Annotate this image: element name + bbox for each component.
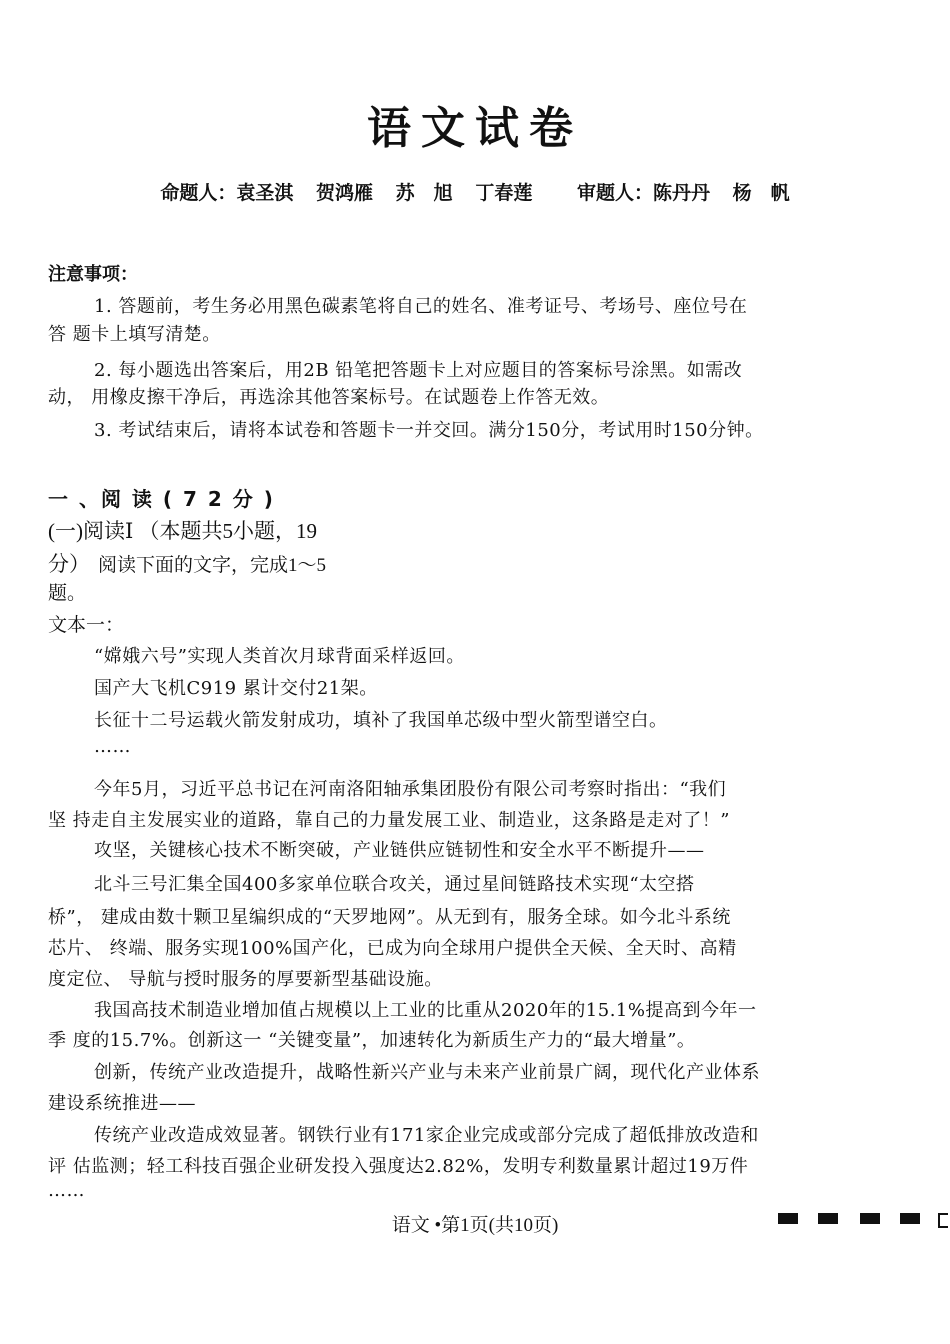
body-line: 季 度的15.7%。创新这一 “关键变量”，加速转化为新质生产力的“最大增量”。	[48, 1030, 696, 1051]
scan-mark	[860, 1213, 880, 1224]
body-line: ……	[48, 1180, 85, 1201]
scan-mark	[818, 1213, 838, 1224]
body-line: 桥”， 建成由数十颗卫星编织成的“天罗地网”。从无到有，服务全球。如今北斗系统	[48, 907, 731, 928]
body-line: 国产大飞机C919 累计交付21架。	[94, 678, 378, 699]
setter-name: 袁圣淇	[236, 182, 294, 204]
scan-mark	[778, 1213, 798, 1224]
text-label: 文本一：	[48, 615, 125, 636]
scan-mark	[900, 1213, 920, 1224]
notice-line: 1. 答题前，考生务必用黑色碳素笔将自己的姓名、准考证号、考场号、座位号在	[94, 296, 748, 317]
section-heading: 一 、阅 读 ( 7 2 分 )	[48, 487, 275, 511]
notice-line: 3. 考试结束后，请将本试卷和答题卡一并交回。满分150分，考试用时150分钟。	[94, 420, 764, 441]
notice-line: 动， 用橡皮擦干净后，再选涂其他答案标号。在试题卷上作答无效。	[48, 387, 610, 408]
subsection-line: (一)阅读Ⅰ （本题共5小题，19	[48, 519, 318, 543]
authors-line	[0, 178, 950, 205]
body-line: 芯片、 终端、服务实现100%国产化，已成为向全球用户提供全天候、全天时、高精	[48, 938, 737, 959]
body-line: 创新，传统产业改造提升，战略性新兴产业与未来产业前景广阔，现代化产业体系	[94, 1062, 760, 1083]
reviewer-name: 陈丹丹	[652, 182, 710, 204]
body-line: ……	[94, 736, 131, 757]
body-line: 坚 持走自主发展实业的道路，靠自己的力量发展工业、制造业，这条路是走对了！”	[48, 810, 730, 831]
subsection-instruction: 阅读下面的文字，完成1～5	[98, 555, 327, 576]
setter-name: 苏 旭	[395, 182, 453, 204]
subsection-line: 分）	[48, 552, 90, 576]
notice-line: 2. 每小题选出答案后，用2B 铅笔把答题卡上对应题目的答案标号涂黑。如需改	[94, 360, 743, 381]
scan-mark-edge	[938, 1213, 948, 1228]
notice-line: 答 题卡上填写清楚。	[48, 324, 221, 345]
setter-name: 贺鸿雁	[316, 182, 374, 204]
body-line: 今年5月，习近平总书记在河南洛阳轴承集团股份有限公司考察时指出：“我们	[94, 779, 727, 800]
body-line: 北斗三号汇集全国400多家单位联合攻关，通过星间链路技术实现“太空搭	[94, 874, 695, 895]
body-line: 我国高技术制造业增加值占规模以上工业的比重从2020年的15.1%提高到今年一	[94, 1000, 757, 1021]
reviewers-label: 审题人：	[576, 182, 653, 204]
page-footer: 语文 •第1页(共10页)	[391, 1215, 559, 1236]
body-line: 传统产业改造成效显著。钢铁行业有171家企业完成或部分完成了超低排放改造和	[94, 1125, 759, 1146]
body-line: 建设系统推进——	[48, 1093, 196, 1114]
body-line: 度定位、 导航与授时服务的厚要新型基础设施。	[48, 969, 443, 990]
subsection-line: 题。	[48, 583, 87, 604]
body-line: 评 估监测；轻工科技百强企业研发投入强度达2.82%，发明专利数量累计超过19万件	[48, 1156, 749, 1177]
setter-name: 丁春莲	[475, 182, 533, 204]
notice-heading: 注意事项：	[48, 264, 138, 285]
body-line: “嫦娥六号”实现人类首次月球背面采样返回。	[94, 646, 465, 667]
exam-title: 语文试卷	[367, 103, 583, 154]
body-line: 攻坚，关键核心技术不断突破，产业链供应链韧性和安全水平不断提升——	[94, 840, 705, 861]
body-line: 长征十二号运载火箭发射成功，填补了我国单芯级中型火箭型谱空白。	[94, 710, 668, 731]
reviewer-name: 杨 帆	[732, 182, 790, 204]
setters-label: 命题人：	[160, 182, 237, 204]
